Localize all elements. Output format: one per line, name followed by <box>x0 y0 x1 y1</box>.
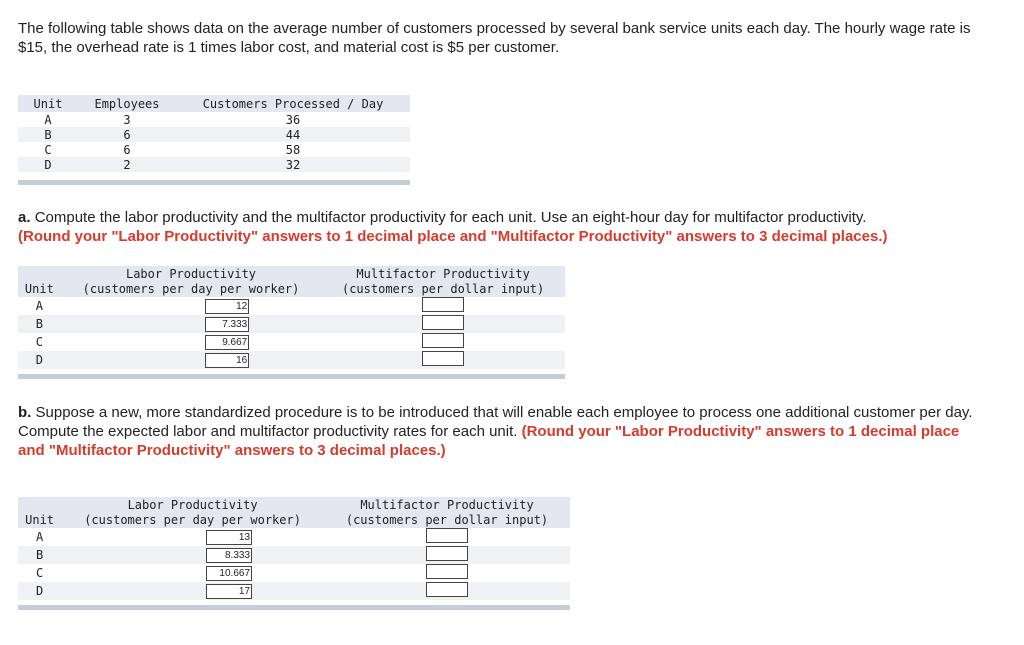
table-row <box>18 112 410 127</box>
labor-subtitle: (customers per day per worker) <box>82 282 300 296</box>
labor-title: Labor Productivity <box>125 266 257 281</box>
cell-unit: B <box>44 127 52 142</box>
cell-customers: 32 <box>285 157 301 172</box>
table-row <box>18 546 570 564</box>
col-header-employees: Employees <box>94 96 160 111</box>
unit-header: Unit <box>25 513 55 527</box>
cell-unit: A <box>44 112 52 127</box>
multi-input-c[interactable] <box>426 564 468 579</box>
table-row <box>18 315 565 333</box>
labor-title: Labor Productivity <box>127 497 258 512</box>
table-divider <box>18 374 565 379</box>
cell-customers: 36 <box>285 112 301 127</box>
labor-input-d[interactable]: 16 <box>205 353 249 368</box>
labor-subtitle: (customers per day per worker) <box>84 513 301 527</box>
cell-employees: 6 <box>123 127 131 142</box>
part-a-instruction: (Round your "Labor Productivity" answers to 1 decimal place and "Multifactor Productivity" answers to 3 decimal places.) <box>18 228 888 245</box>
cell-employees: 3 <box>123 112 131 127</box>
cell-unit: B <box>35 548 44 562</box>
cell-customers: 58 <box>285 142 301 157</box>
part-a-label: a. <box>18 209 31 226</box>
part-a-text <box>18 208 998 246</box>
cell-unit: D <box>44 157 52 172</box>
cell-employees: 6 <box>123 142 131 157</box>
table-row <box>18 127 410 142</box>
labor-input-a[interactable]: 13 <box>206 530 252 545</box>
cell-unit: A <box>35 530 44 544</box>
table-row <box>18 297 565 315</box>
part-a-question: Compute the labor productivity and the multifactor productivity for each unit. Use an eight-hour day for multifactor productivity. <box>34 209 867 226</box>
labor-input-b[interactable]: 7.333 <box>205 317 249 332</box>
multi-input-a[interactable] <box>422 297 464 312</box>
table-row <box>18 528 570 546</box>
multi-input-a[interactable] <box>426 528 468 543</box>
table-divider <box>18 180 410 185</box>
part-b-table <box>18 497 570 600</box>
part-b-text <box>18 403 978 460</box>
cell-unit: C <box>44 142 52 157</box>
table-row <box>18 142 410 157</box>
cell-unit: D <box>35 353 43 367</box>
cell-unit: D <box>35 584 44 598</box>
data-table <box>18 95 410 172</box>
labor-input-c[interactable]: 10.667 <box>206 566 252 581</box>
intro-text: The following table shows data on the average number of customers processed by several bank service units each day. The hourly wage rate is $15, the overhead rate is 1 times labor cost, and material cost is $5 per customer. <box>18 20 971 56</box>
multi-input-b[interactable] <box>422 315 464 330</box>
unit-header: Unit <box>24 282 54 296</box>
labor-input-a[interactable]: 12 <box>205 299 249 314</box>
multi-input-b[interactable] <box>426 546 468 561</box>
multi-subtitle: (customers per dollar input) <box>341 282 545 296</box>
part-b-label: b. <box>18 404 32 421</box>
cell-unit: C <box>35 566 44 580</box>
part-a-table <box>18 266 565 369</box>
part-b-instruction: (Round your "Labor Productivity" answers to 1 decimal place and "Multifactor Productivity" answers to 3 decimal places.) <box>18 423 960 459</box>
cell-unit: B <box>35 317 43 331</box>
cell-employees: 2 <box>123 157 131 172</box>
table-row <box>18 564 570 582</box>
labor-input-d[interactable]: 17 <box>206 584 252 599</box>
cell-customers: 44 <box>285 127 301 142</box>
labor-input-c[interactable]: 9.667 <box>205 335 249 350</box>
table-divider <box>18 605 570 610</box>
table-row <box>18 582 570 600</box>
multi-subtitle: (customers per dollar input) <box>345 513 549 527</box>
col-header-customers: Customers Processed / Day <box>202 96 384 111</box>
cell-unit: A <box>35 299 43 313</box>
table-row <box>18 157 410 172</box>
labor-input-b[interactable]: 8.333 <box>206 548 252 563</box>
table-row <box>18 351 565 369</box>
cell-unit: C <box>35 335 43 349</box>
multi-title: Multifactor Productivity <box>356 266 530 281</box>
multi-input-c[interactable] <box>422 333 464 348</box>
multi-input-d[interactable] <box>422 351 464 366</box>
col-header-unit: Unit <box>33 96 63 111</box>
multi-title: Multifactor Productivity <box>360 497 534 512</box>
multi-input-d[interactable] <box>426 582 468 597</box>
table-row <box>18 333 565 351</box>
part-b-question: Suppose a new, more standardized procedure is to be introduced that will enable each employee to process one additional customer per day. Compute the expected labor and multifactor productivity rates for each unit. <box>18 404 973 440</box>
